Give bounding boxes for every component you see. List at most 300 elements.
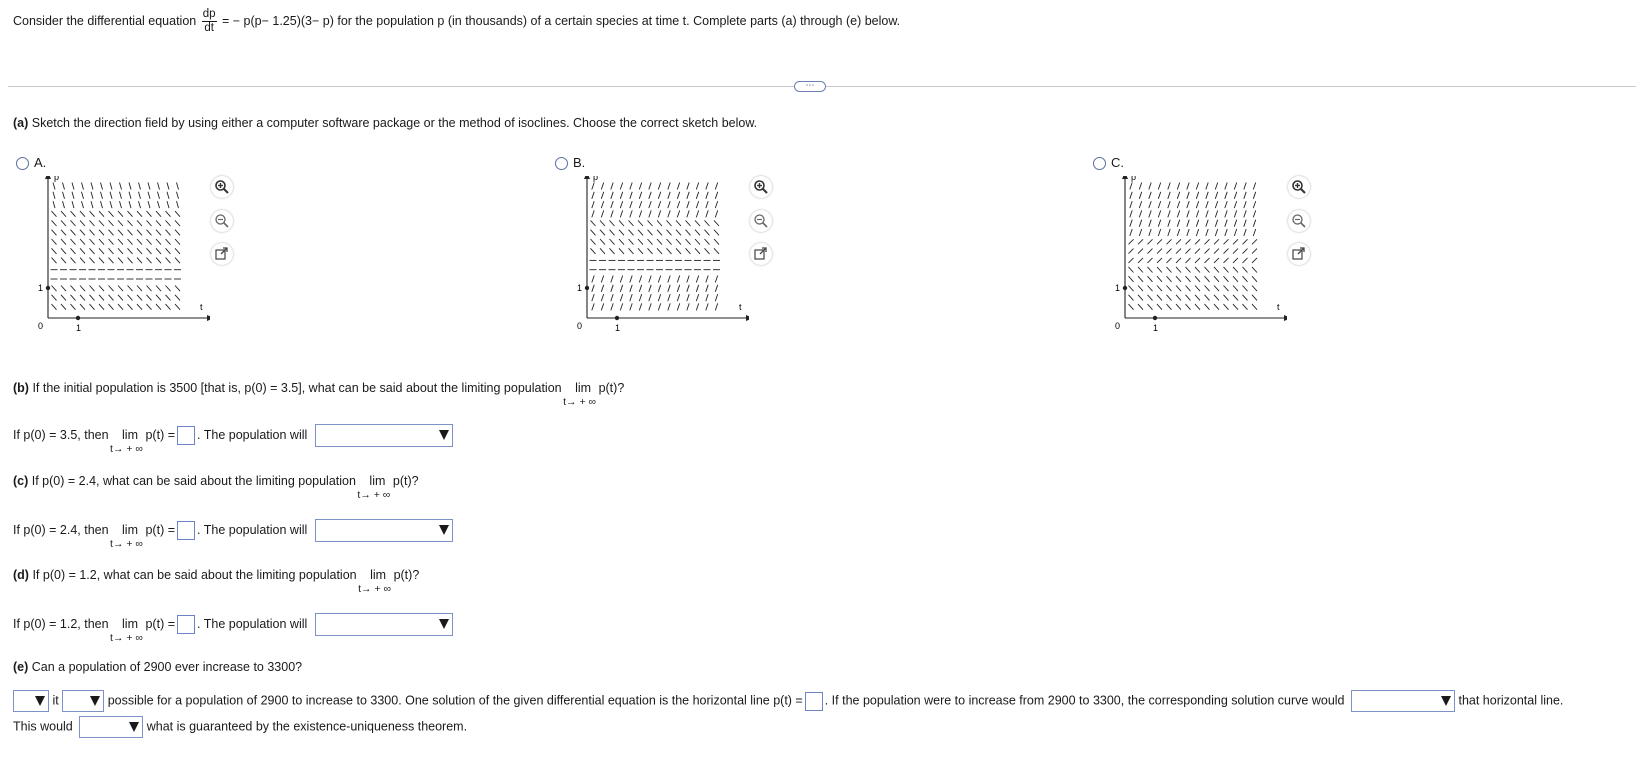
slope-mark [156,239,161,245]
slope-mark [591,248,596,254]
slope-mark [1158,183,1160,190]
fraction-denominator: dt [204,22,214,34]
slope-mark [91,201,93,208]
slope-mark [706,210,708,217]
slope-mark [52,295,57,301]
slope-mark [1205,286,1210,292]
slope-mark [80,304,85,310]
slope-mark [53,192,55,199]
slope-mark [611,192,613,199]
slope-mark [1215,210,1217,217]
slope-mark [128,286,133,292]
slope-mark [1139,183,1141,190]
slope-mark [99,248,104,254]
slope-mark [1252,267,1257,273]
slope-mark [61,286,66,292]
slope-mark [1149,229,1151,236]
slope-mark [99,230,104,236]
slope-mark [591,239,596,245]
external-link-icon[interactable] [1288,243,1310,265]
slope-mark [630,201,632,208]
slope-mark [118,220,123,226]
slope-mark [1177,201,1179,208]
slope-mark [147,239,152,245]
slope-mark [649,276,651,283]
expand-more-button[interactable]: ⋯ [794,81,826,92]
slope-mark [696,192,698,199]
slope-mark [658,192,660,199]
slope-mark [1157,304,1162,310]
slope-mark [1214,249,1219,254]
option-c[interactable] [1093,155,1124,170]
slope-mark [677,276,679,283]
axis-label-p: p [54,176,60,182]
slope-mark [630,303,632,310]
slope-mark [109,304,114,310]
t-axis-arrow-icon [746,315,749,321]
slope-mark [61,248,66,254]
slope-mark [99,220,104,226]
slope-mark [71,258,76,264]
slope-mark [1138,295,1143,301]
slope-mark [158,183,160,190]
slope-mark [80,230,85,236]
slope-mark [648,239,653,245]
slope-mark [677,285,679,292]
slope-mark [1130,229,1132,236]
slope-mark [52,220,57,226]
slope-mark [137,211,142,217]
slope-mark [166,239,171,245]
slope-mark [687,285,689,292]
zoom-out-icon[interactable] [1288,210,1310,232]
slope-mark [1224,239,1229,244]
slope-mark [1205,258,1210,263]
slope-mark [592,201,594,208]
slope-mark [175,258,180,264]
slope-mark [601,183,603,190]
slope-mark [158,192,160,199]
axis-label-p: p [593,176,599,182]
slope-mark [1224,304,1229,310]
slope-mark [620,183,622,190]
chevron-down-icon [129,722,139,732]
slope-mark [128,248,133,254]
slope-mark [90,211,95,217]
slope-mark [1252,295,1257,301]
external-link-icon[interactable] [211,243,233,265]
slope-mark [1215,192,1217,199]
slope-mark [1244,201,1246,208]
slope-mark [137,248,142,254]
slope-mark [1215,201,1217,208]
slope-mark [166,304,171,310]
slope-mark [109,230,114,236]
slope-mark [99,286,104,292]
part-c-label: (c) [13,474,29,488]
slope-mark [109,295,114,301]
slope-mark [166,295,171,301]
slope-mark [72,201,74,208]
slope-mark [706,276,708,283]
slope-mark [147,220,152,226]
slope-mark [52,211,57,217]
slope-mark [1253,201,1255,208]
axis-label-t: t [1277,302,1280,312]
slope-mark [1233,267,1238,273]
zoom-out-icon[interactable] [750,210,772,232]
slope-mark [1187,229,1189,236]
slope-mark [696,183,698,190]
slope-mark [649,183,651,190]
slope-mark [52,248,57,254]
slope-mark [80,258,85,264]
part-d-limit-input[interactable] [177,615,195,634]
slope-mark [611,303,613,310]
slope-mark [1139,210,1141,217]
chevron-down-icon [35,696,45,706]
slope-mark [667,230,672,236]
slope-mark [139,192,141,199]
part-c-limit-input[interactable] [177,521,195,540]
slope-mark [715,294,717,301]
limit-expression: lim t→ + ∞ [110,522,143,550]
slope-mark [1195,276,1200,282]
slope-mark [600,220,605,226]
slope-mark [166,220,171,226]
slope-mark [110,201,112,208]
part-d-question: If p(0) = 1.2, what can be said about the limiting population [32,568,357,582]
slope-mark [1224,249,1229,254]
slope-mark [61,239,66,245]
slope-mark [166,248,171,254]
zoom-in-icon[interactable] [211,176,233,198]
slope-mark [1177,210,1179,217]
part-b-population-dropdown[interactable] [315,424,453,447]
slope-mark [601,192,603,199]
slope-mark [166,211,171,217]
slope-mark [649,294,651,301]
slope-mark [137,295,142,301]
part-d-prompt: (d) If p(0) = 1.2, what can be said about the limiting population lim t→ + ∞ p(t)? [13,568,420,595]
slope-mark [639,303,641,310]
limit-expression: lim t→ + ∞ [357,474,391,501]
slope-mark [687,201,689,208]
slope-mark [71,239,76,245]
option-c-radio[interactable] [1093,157,1106,170]
slope-mark [601,276,603,283]
slope-mark [649,210,651,217]
slope-mark [1234,210,1236,217]
slope-mark [649,303,651,310]
slope-mark [1196,183,1198,190]
slope-mark [677,294,679,301]
slope-mark [619,239,624,245]
slope-mark [90,304,95,310]
slope-mark [137,258,142,264]
slope-mark [629,230,634,236]
slope-mark [129,183,131,190]
slope-mark [1157,276,1162,282]
slope-mark [1205,295,1210,301]
slope-mark [1168,201,1170,208]
slope-mark [639,192,641,199]
slope-mark [1138,239,1143,244]
slope-mark [52,230,57,236]
slope-mark [620,210,622,217]
slope-mark [1243,249,1248,254]
part-c-population-dropdown[interactable] [315,519,453,542]
zoom-in-icon[interactable] [1288,176,1310,198]
slope-mark [52,258,57,264]
slope-mark [1186,249,1191,254]
slope-mark [630,285,632,292]
slope-mark [53,183,55,190]
slope-mark [1214,276,1219,282]
slope-mark [156,211,161,217]
slope-mark [1215,220,1217,227]
slope-mark [1129,304,1134,310]
option-b[interactable] [555,155,585,170]
slope-mark [175,220,180,226]
slope-mark [696,285,698,292]
slope-mark [668,201,670,208]
slope-mark [630,192,632,199]
tick-dot-t [1153,316,1157,320]
part-b-limit-input[interactable] [177,426,195,445]
slope-mark [63,183,65,190]
part-d-population-dropdown[interactable] [315,613,453,636]
slope-mark [620,285,622,292]
slope-mark [1129,295,1134,301]
slope-mark [1176,295,1181,301]
slope-mark [1252,276,1257,282]
slope-mark [1149,192,1151,199]
slope-mark [1186,258,1191,263]
slope-mark [1233,276,1238,282]
slope-mark [1224,295,1229,301]
slope-mark [1233,239,1238,244]
slope-mark [639,294,641,301]
slope-mark [677,201,679,208]
slope-mark [148,183,150,190]
slope-mark [109,211,114,217]
slope-mark [600,230,605,236]
zoom-out-icon[interactable] [211,210,233,232]
part-d-answer: If p(0) = 1.2, then lim t→ + ∞ p(t) = . The population will [13,613,453,636]
slope-mark [667,248,672,254]
p-axis-arrow-icon [584,176,590,179]
slope-mark [1187,183,1189,190]
option-b-radio[interactable] [555,157,568,170]
slope-mark [72,183,74,190]
slope-mark [620,276,622,283]
part-e-theorem-dropdown[interactable] [79,716,143,738]
slope-mark [1195,286,1200,292]
part-e-possible-dropdown[interactable] [62,690,104,712]
slope-mark [695,220,700,226]
slope-mark [639,276,641,283]
slope-mark [677,303,679,310]
slope-mark [1130,192,1132,199]
slope-mark [1157,239,1162,244]
slope-mark [1186,295,1191,301]
slope-mark [630,210,632,217]
slope-mark [80,295,85,301]
slope-mark [611,276,613,283]
slope-mark [600,248,605,254]
slope-mark [90,239,95,245]
slope-mark [148,192,150,199]
slope-mark [71,230,76,236]
slope-mark [1195,304,1200,310]
part-a-prompt [13,116,757,130]
slope-mark [706,285,708,292]
tick-label-1-p: 1 [1115,283,1121,293]
slope-mark [128,295,133,301]
equation-text: = − p(p− 1.25)(3− p) for the population p (in thousands) of a certain species at time t. Complete parts (a) through (e) below. [222,13,901,28]
slope-mark [1149,183,1151,190]
slope-mark [668,210,670,217]
slope-mark [1234,201,1236,208]
slope-mark [80,248,85,254]
slope-mark [61,211,66,217]
slope-mark [668,285,670,292]
slope-mark [1196,201,1198,208]
slope-mark [657,239,662,245]
option-c-label: C. [1111,155,1124,170]
slope-mark [175,230,180,236]
slope-mark [1167,286,1172,292]
slope-mark [638,230,643,236]
slope-mark [639,201,641,208]
direction-field-graph-b [569,176,749,356]
tick-label-0: 0 [1115,321,1121,331]
slope-mark [1139,201,1141,208]
slope-mark [90,286,95,292]
slope-mark [676,230,681,236]
slope-mark [715,285,717,292]
slope-mark [592,303,594,310]
slope-mark [129,192,131,199]
option-a[interactable] [16,155,46,170]
slope-mark [1168,229,1170,236]
p-axis-arrow-icon [45,176,51,179]
slope-mark [166,230,171,236]
slope-mark [101,201,103,208]
slope-mark [657,220,662,226]
slope-mark [1253,220,1255,227]
part-e-curve-dropdown[interactable] [1351,690,1455,712]
slope-mark [1130,183,1132,190]
slope-mark [592,276,594,283]
slope-mark [1158,229,1160,236]
slope-mark [1129,267,1134,273]
slope-mark [630,294,632,301]
slope-mark [109,239,114,245]
tick-label-1-t: 1 [615,323,621,333]
option-b-label: B. [573,155,586,170]
slope-mark [118,239,123,245]
slope-mark [648,220,653,226]
slope-mark [1224,276,1229,282]
slope-mark [1157,267,1162,273]
slope-mark [686,239,691,245]
slope-mark [158,201,160,208]
slope-mark [1243,276,1248,282]
slope-mark [148,201,150,208]
slope-mark [1206,192,1208,199]
slope-mark [156,230,161,236]
slope-mark [611,201,613,208]
slope-mark [1195,249,1200,254]
slope-mark [695,230,700,236]
slope-mark [592,210,594,217]
slope-mark [687,210,689,217]
slope-mark [705,220,710,226]
slope-mark [1233,249,1238,254]
part-e-is-dropdown[interactable] [13,690,49,712]
slope-mark [90,295,95,301]
slope-mark [668,303,670,310]
slope-mark [1206,220,1208,227]
slope-mark [1253,192,1255,199]
slope-mark [1177,183,1179,190]
slope-mark [696,201,698,208]
zoom-in-icon[interactable] [750,176,772,198]
slope-mark [1244,192,1246,199]
slope-mark [1148,276,1153,282]
slope-mark [715,210,717,217]
slope-mark [639,210,641,217]
slope-mark [1205,249,1210,254]
slope-mark [1224,267,1229,273]
slope-mark [110,192,112,199]
slope-mark [72,192,74,199]
slope-mark [1225,220,1227,227]
slope-mark [177,183,179,190]
part-a-text: Sketch the direction field by using either a computer software package or the method of isoclines. Choose the correct sketch below. [31,116,758,130]
slope-mark [175,286,180,292]
slope-mark [137,220,142,226]
slope-mark [109,220,114,226]
external-link-icon[interactable] [750,243,772,265]
option-a-radio[interactable] [16,157,29,170]
chevron-down-icon [439,430,449,440]
tick-label-1-p: 1 [38,283,44,293]
slope-mark [128,304,133,310]
part-e-label: (e) [13,660,29,674]
slope-mark [1234,229,1236,236]
part-e-horizontal-line-input[interactable] [805,692,823,711]
chevron-down-icon [90,696,100,706]
slope-mark [167,201,169,208]
slope-mark [601,210,603,217]
slope-mark [71,220,76,226]
slope-mark [676,248,681,254]
slope-mark [128,239,133,245]
slope-mark [592,192,594,199]
slope-mark [1196,210,1198,217]
slope-mark [592,183,594,190]
tick-dot-p [1123,286,1127,290]
slope-mark [619,220,624,226]
slope-mark [658,294,660,301]
slope-mark [696,294,698,301]
direction-field-graph-a [30,176,210,356]
part-b-question: If the initial population is 3500 [that is, p(0) = 3.5], what can be said about the limiting population [32,381,562,395]
slope-mark [1167,267,1172,273]
